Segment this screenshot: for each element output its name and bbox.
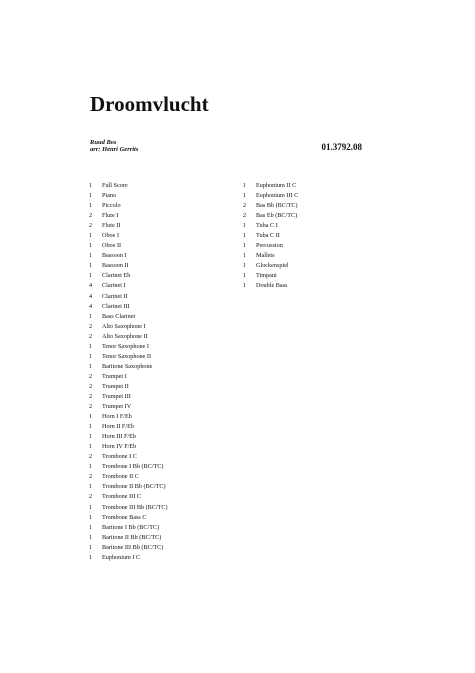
part-quantity: 2 (243, 202, 247, 210)
part-name: Alto Saxophone I (102, 322, 146, 330)
part-quantity: 2 (89, 392, 93, 400)
part-list-item (243, 231, 298, 241)
part-quantity: 2 (89, 473, 93, 481)
part-quantity: 1 (89, 342, 93, 350)
composer-name: Ruud Bos (90, 139, 117, 146)
part-name: Trombone I Bb (BC/TC) (102, 463, 164, 471)
part-quantity: 1 (89, 463, 93, 471)
part-quantity: 1 (89, 182, 93, 189)
part-quantity: 2 (89, 493, 93, 501)
part-name: Oboe II (102, 242, 122, 250)
part-name: Horn III F/Eb (102, 433, 137, 441)
part-name: Trumpet IV (102, 403, 132, 411)
part-list-item (243, 181, 298, 191)
part-name: Trombone III Bb (BC/TC) (102, 503, 168, 511)
part-quantity: 1 (89, 523, 93, 531)
part-list-item (89, 513, 168, 523)
part-list-item (89, 382, 168, 392)
part-quantity: 1 (89, 272, 93, 280)
part-name: Baritone II Bb (BC/TC) (102, 533, 162, 541)
part-name: Horn II F/Eb (102, 423, 134, 431)
part-quantity: 1 (89, 483, 93, 491)
part-name: Euphonium III C (256, 192, 299, 200)
part-name: Baritone I Bb (BC/TC) (102, 523, 160, 531)
part-name: Clarinet III (102, 302, 130, 310)
part-list-item (89, 352, 168, 362)
part-name: Trumpet I (102, 372, 127, 380)
part-quantity: 2 (89, 372, 93, 380)
part-name: Timpani (256, 272, 277, 280)
part-list-item (89, 241, 168, 251)
part-list-item (89, 201, 168, 211)
part-quantity: 1 (89, 513, 93, 521)
part-name: Baritone III Bb (BC/TC) (102, 543, 164, 551)
part-list-item (89, 322, 168, 332)
part-quantity: 1 (243, 232, 247, 240)
part-list-item (89, 221, 168, 231)
part-quantity: 1 (89, 443, 93, 451)
part-name: Bas Bb (BC/TC) (256, 202, 298, 210)
part-quantity: 1 (89, 202, 93, 210)
part-name: Piano (102, 192, 117, 200)
part-quantity: 1 (89, 232, 93, 240)
part-list-item (243, 261, 298, 271)
part-list-item (243, 241, 298, 251)
part-name: Trombone II C (102, 473, 139, 481)
part-list-item (89, 261, 168, 271)
part-quantity: 2 (89, 212, 93, 220)
part-quantity: 1 (89, 362, 93, 370)
part-name: Bas Eb (BC/TC) (256, 212, 298, 220)
part-name: Horn IV F/Eb (102, 443, 137, 451)
part-list-item (243, 251, 298, 261)
part-list-item (89, 503, 168, 513)
part-list-item (89, 342, 168, 352)
part-list-item (89, 482, 168, 492)
part-list-item (89, 312, 168, 322)
part-name: Clarinet II (102, 292, 128, 300)
part-list-item (89, 292, 168, 302)
part-quantity: 1 (243, 192, 247, 200)
part-name: Tenor Saxophone II (102, 352, 152, 360)
part-list-item (243, 201, 298, 211)
part-quantity: 1 (243, 182, 247, 189)
part-list-item (89, 412, 168, 422)
part-quantity: 2 (89, 332, 93, 340)
part-list-item (89, 392, 168, 402)
part-quantity: 1 (243, 222, 247, 230)
part-list-item (243, 211, 298, 221)
part-quantity: 4 (89, 282, 93, 290)
part-quantity: 1 (89, 242, 93, 250)
part-quantity: 1 (243, 272, 247, 280)
part-quantity: 1 (89, 252, 93, 260)
arranger-name: arr: Henri Gerrits (90, 146, 139, 153)
part-name: Horn I F/Eb (102, 413, 132, 421)
part-list-item (89, 543, 168, 553)
part-name: Clarinet I (102, 282, 126, 290)
part-name: Glockenspiel (256, 262, 289, 270)
part-name: Baritone Saxophone (102, 362, 153, 370)
part-list-item (89, 492, 168, 502)
part-list-item (89, 191, 168, 201)
part-name: Full Score (102, 182, 128, 189)
part-list-item (89, 533, 168, 543)
part-quantity: 2 (243, 212, 247, 220)
part-name: Bassoon II (102, 262, 129, 270)
part-list-item (243, 221, 298, 231)
part-quantity: 1 (89, 312, 93, 320)
part-list-item (243, 281, 298, 291)
part-quantity: 2 (89, 453, 93, 461)
part-list-item (89, 362, 168, 372)
part-quantity: 1 (243, 242, 247, 250)
part-list-item (89, 452, 168, 462)
part-name: Euphonium II C (256, 182, 297, 189)
part-list-item (89, 523, 168, 533)
part-name: Clarinet Eb (102, 272, 131, 280)
part-name: Mallets (256, 252, 275, 260)
part-list-item (89, 231, 168, 241)
part-list-item (89, 181, 168, 191)
part-list-item (89, 462, 168, 472)
part-list-item (89, 402, 168, 412)
part-quantity: 1 (89, 192, 93, 200)
part-name: Euphonium I C (102, 553, 141, 561)
part-quantity: 1 (89, 433, 93, 441)
part-name: Oboe I (102, 232, 120, 240)
part-list-item (89, 472, 168, 482)
part-quantity: 1 (89, 543, 93, 551)
part-quantity: 2 (89, 382, 93, 390)
part-quantity: 1 (89, 533, 93, 541)
part-quantity: 1 (89, 503, 93, 511)
part-name: Tenor Saxophone I (102, 342, 149, 350)
part-quantity: 1 (243, 282, 247, 290)
part-quantity: 1 (89, 423, 93, 431)
part-list-item (89, 302, 168, 312)
part-quantity: 1 (89, 262, 93, 270)
part-list-item (243, 191, 298, 201)
part-name: Percussion (256, 242, 283, 250)
piece-title: Droomvlucht (90, 92, 209, 116)
part-list-item (89, 432, 168, 442)
part-quantity: 4 (89, 302, 93, 310)
part-name: Bass Clarinet (102, 312, 136, 320)
part-name: Trombone I C (102, 453, 137, 461)
part-list-item (89, 251, 168, 261)
part-name: Alto Saxophone II (102, 332, 148, 340)
part-list-item (243, 271, 298, 281)
part-name: Double Bass (256, 282, 288, 290)
part-quantity: 1 (89, 553, 93, 561)
part-name: Tuba C I (256, 222, 278, 230)
part-list-item (89, 332, 168, 342)
part-name: Trombone III C (102, 493, 141, 501)
part-quantity: 1 (243, 262, 247, 270)
parts-list-right (243, 181, 298, 292)
part-name: Flute II (102, 222, 121, 230)
part-name: Flute I (102, 212, 119, 220)
part-quantity: 1 (89, 413, 93, 421)
part-list-item (89, 553, 168, 563)
part-quantity: 2 (89, 322, 93, 330)
part-list-item (89, 281, 168, 291)
part-quantity: 1 (243, 252, 247, 260)
part-list-item (89, 422, 168, 432)
part-name: Tuba C II (256, 232, 280, 240)
part-list-item (89, 271, 168, 281)
part-name: Trumpet II (102, 382, 129, 390)
part-list-item (89, 211, 168, 221)
part-name: Piccolo (102, 202, 121, 210)
part-list-item (89, 372, 168, 382)
part-list-item (89, 442, 168, 452)
part-name: Bassoon I (102, 252, 127, 260)
part-quantity: 4 (89, 292, 93, 300)
part-name: Trombone Bass C (102, 513, 147, 521)
part-name: Trumpet III (102, 392, 131, 400)
part-quantity: 2 (89, 222, 93, 230)
catalog-number: 01.3792.08 (321, 142, 362, 152)
part-quantity: 1 (89, 352, 93, 360)
part-name: Trombone II Bb (BC/TC) (102, 483, 166, 491)
parts-list-left (89, 181, 168, 563)
part-quantity: 2 (89, 403, 93, 411)
